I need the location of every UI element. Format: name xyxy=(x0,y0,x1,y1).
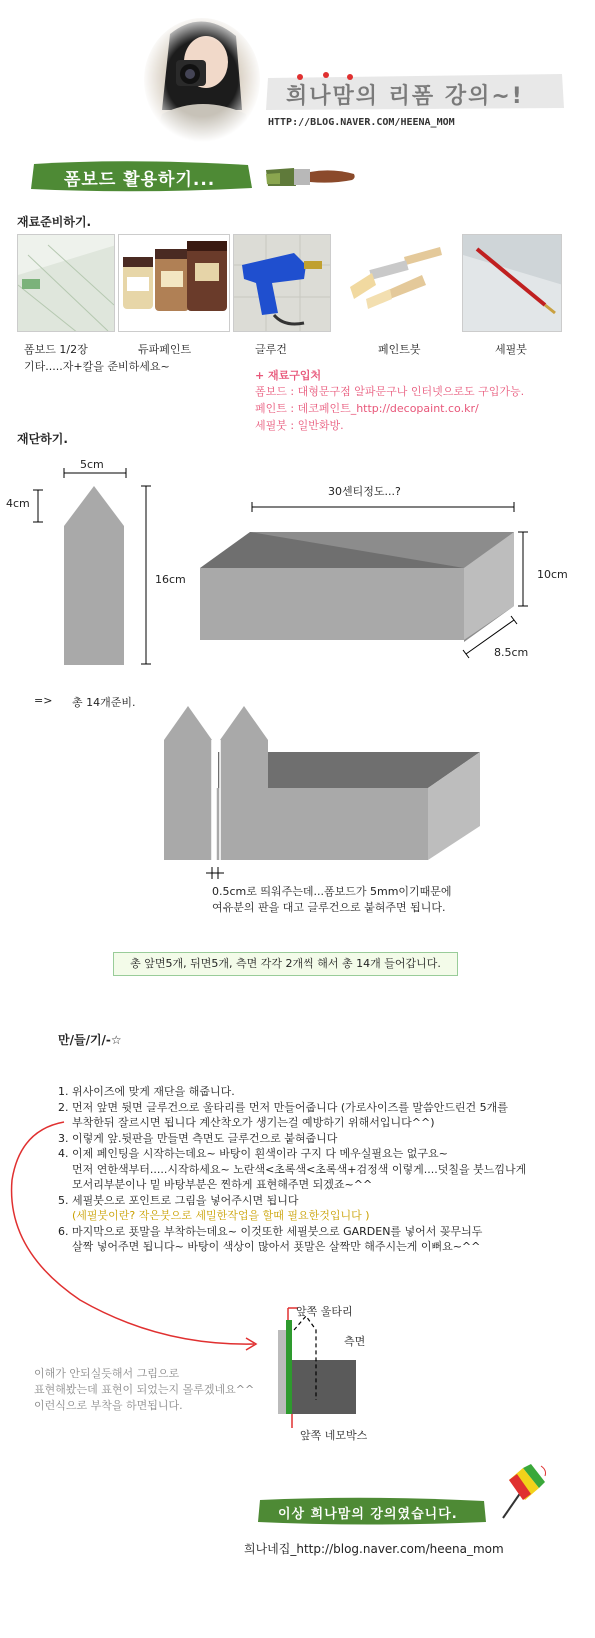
footer-banner-text: 이상 희나맘의 강의였습니다. xyxy=(278,1507,458,1522)
step-item: (세필붓이란? 작은붓으로 세밀한작업을 할때 필요한것입니다 ) xyxy=(72,1209,370,1222)
material-label-paint: 듀파페인트 xyxy=(138,343,192,356)
arrow-symbol: => xyxy=(34,694,53,707)
dim-10cm: 10cm xyxy=(537,568,568,581)
step-item: 살짝 넣어주면 됩니다~ 바탕이 색상이 많아서 푯말은 살짝만 해주시는게 이뻐요~^^ xyxy=(72,1240,481,1253)
materials-heading: 재료준비하기. xyxy=(17,215,92,229)
dim-8-5cm: 8.5cm xyxy=(494,646,529,659)
footer-banner xyxy=(256,1497,488,1525)
material-label-foamboard: 폼보드 1/2장 xyxy=(24,343,88,356)
box-front xyxy=(200,568,464,640)
assembly-diagram xyxy=(150,700,490,880)
pieces-summary: 총 앞면5개, 뒤면5개, 측면 각각 2개씩 해서 총 14개 들어갑니다. xyxy=(113,952,458,976)
paint-jars-photo xyxy=(118,234,230,332)
step-item: 5. 세필붓으로 포인트로 그림을 넣어주시면 됩니다 xyxy=(58,1193,299,1207)
material-label-finebrush: 세필붓 xyxy=(495,343,527,356)
purchase-line: 세필붓 : 일반화방. xyxy=(255,419,344,432)
banner-title: 폼보드 활용하기... xyxy=(64,170,216,190)
explain-line: 이해가 안되실듯해서 그림으로 xyxy=(34,1367,180,1380)
header-url[interactable]: HTTP://BLOG.NAVER.COM/HEENA_MOM xyxy=(268,117,455,128)
foamboard-photo xyxy=(17,234,115,332)
flag-icon xyxy=(495,1462,551,1520)
step-item: 4. 이제 페인팅을 시작하는데요~ 바탕이 흰색이라 구지 다 메우실필요는 없구요~ xyxy=(58,1147,448,1160)
step-item: 부착한뒤 잘르시면 됩니다 계산착오가 생기는걸 예방하기 위해서입니다^^) xyxy=(72,1116,435,1129)
picket-shape xyxy=(164,706,212,860)
label-front-fence: 앞쪽 울타리 xyxy=(296,1305,353,1318)
material-label-gluegun: 글루건 xyxy=(255,343,287,356)
cutting-heading: 재단하기. xyxy=(17,432,68,446)
glue-gun-photo xyxy=(233,234,331,332)
materials-extra: 기타.....자+칼을 준비하세요~ xyxy=(24,360,170,373)
picket-shape xyxy=(64,486,124,665)
purchase-line: 폼보드 : 대형문구점 알파문구나 인터넷으로도 구입가능. xyxy=(255,385,525,398)
red-pointer-arrow xyxy=(0,1110,300,1360)
explain-line: 이런식으로 부착을 하면됩니다. xyxy=(34,1399,183,1412)
spacing-note: 0.5cm로 띄워주는데...폼보드가 5mm이기때문에 xyxy=(212,885,452,898)
fine-brush-photo xyxy=(462,234,562,332)
step-item: 3. 이렇게 앞.뒷판을 만들면 측면도 글루건으로 붙혀줍니다 xyxy=(58,1131,338,1145)
footer-link[interactable]: 희나네집_http://blog.naver.com/heena_mom xyxy=(244,1542,504,1556)
dim-30cm: 30센티정도...? xyxy=(328,485,401,498)
picket-shape xyxy=(220,706,268,860)
making-heading: 만/들/기/-☆ xyxy=(58,1033,122,1047)
spacing-note: 여유분의 판을 대고 글루건으로 붙혀주면 됩니다. xyxy=(212,901,446,914)
header-title: 희나맘의 리폼 강의~! xyxy=(286,84,524,109)
purchase-heading: + 재료구입처 xyxy=(255,369,322,382)
paintbrush-icon xyxy=(262,160,358,192)
label-side: 측면 xyxy=(344,1335,366,1348)
explain-line: 표현해봤는데 표현이 되었는지 몰루겠네요^^ xyxy=(34,1383,255,1396)
step-item: 6. 마지막으로 푯말을 부착하는데요~ 이것또한 세필붓으로 GARDEN를 넣어서 꽂무늬두 xyxy=(58,1224,483,1238)
dim-5cm: 5cm xyxy=(80,458,104,471)
paint-brushes-photo xyxy=(345,234,445,332)
step-item: 1. 위사이즈에 맞게 재단을 해줍니다. xyxy=(58,1085,235,1098)
step-item: 먼저 연한색부터.....시작하세요~ 노란색<초록색<초록색+검정색 이렇게....덧칠을 붓느낌나게 xyxy=(72,1162,527,1176)
profile-photo xyxy=(142,14,262,142)
step-item: 2. 먼저 앞면 뒷면 글루건으로 울타리를 먼저 만들어줍니다 (가로사이즈를 말씀안드린건 5개를 xyxy=(58,1100,508,1114)
total-pieces: 총 14개준비. xyxy=(72,696,136,709)
label-front-box: 앞쪽 네모박스 xyxy=(300,1429,368,1442)
dim-16cm: 16cm xyxy=(155,573,186,586)
side-view-diagram xyxy=(270,1300,390,1430)
header-title-banner xyxy=(264,72,566,112)
purchase-line[interactable]: 페인트 : 데코페인트_http://decopaint.co.kr/ xyxy=(255,402,479,415)
material-label-brush: 페인트붓 xyxy=(378,343,421,356)
dim-4cm: 4cm xyxy=(6,497,30,510)
section-banner xyxy=(28,160,254,192)
cutting-diagram xyxy=(0,450,595,675)
step-item: 모서리부분이나 밑 바탕부분은 찐하게 표현해주면 되겠죠~^^ xyxy=(72,1178,373,1191)
